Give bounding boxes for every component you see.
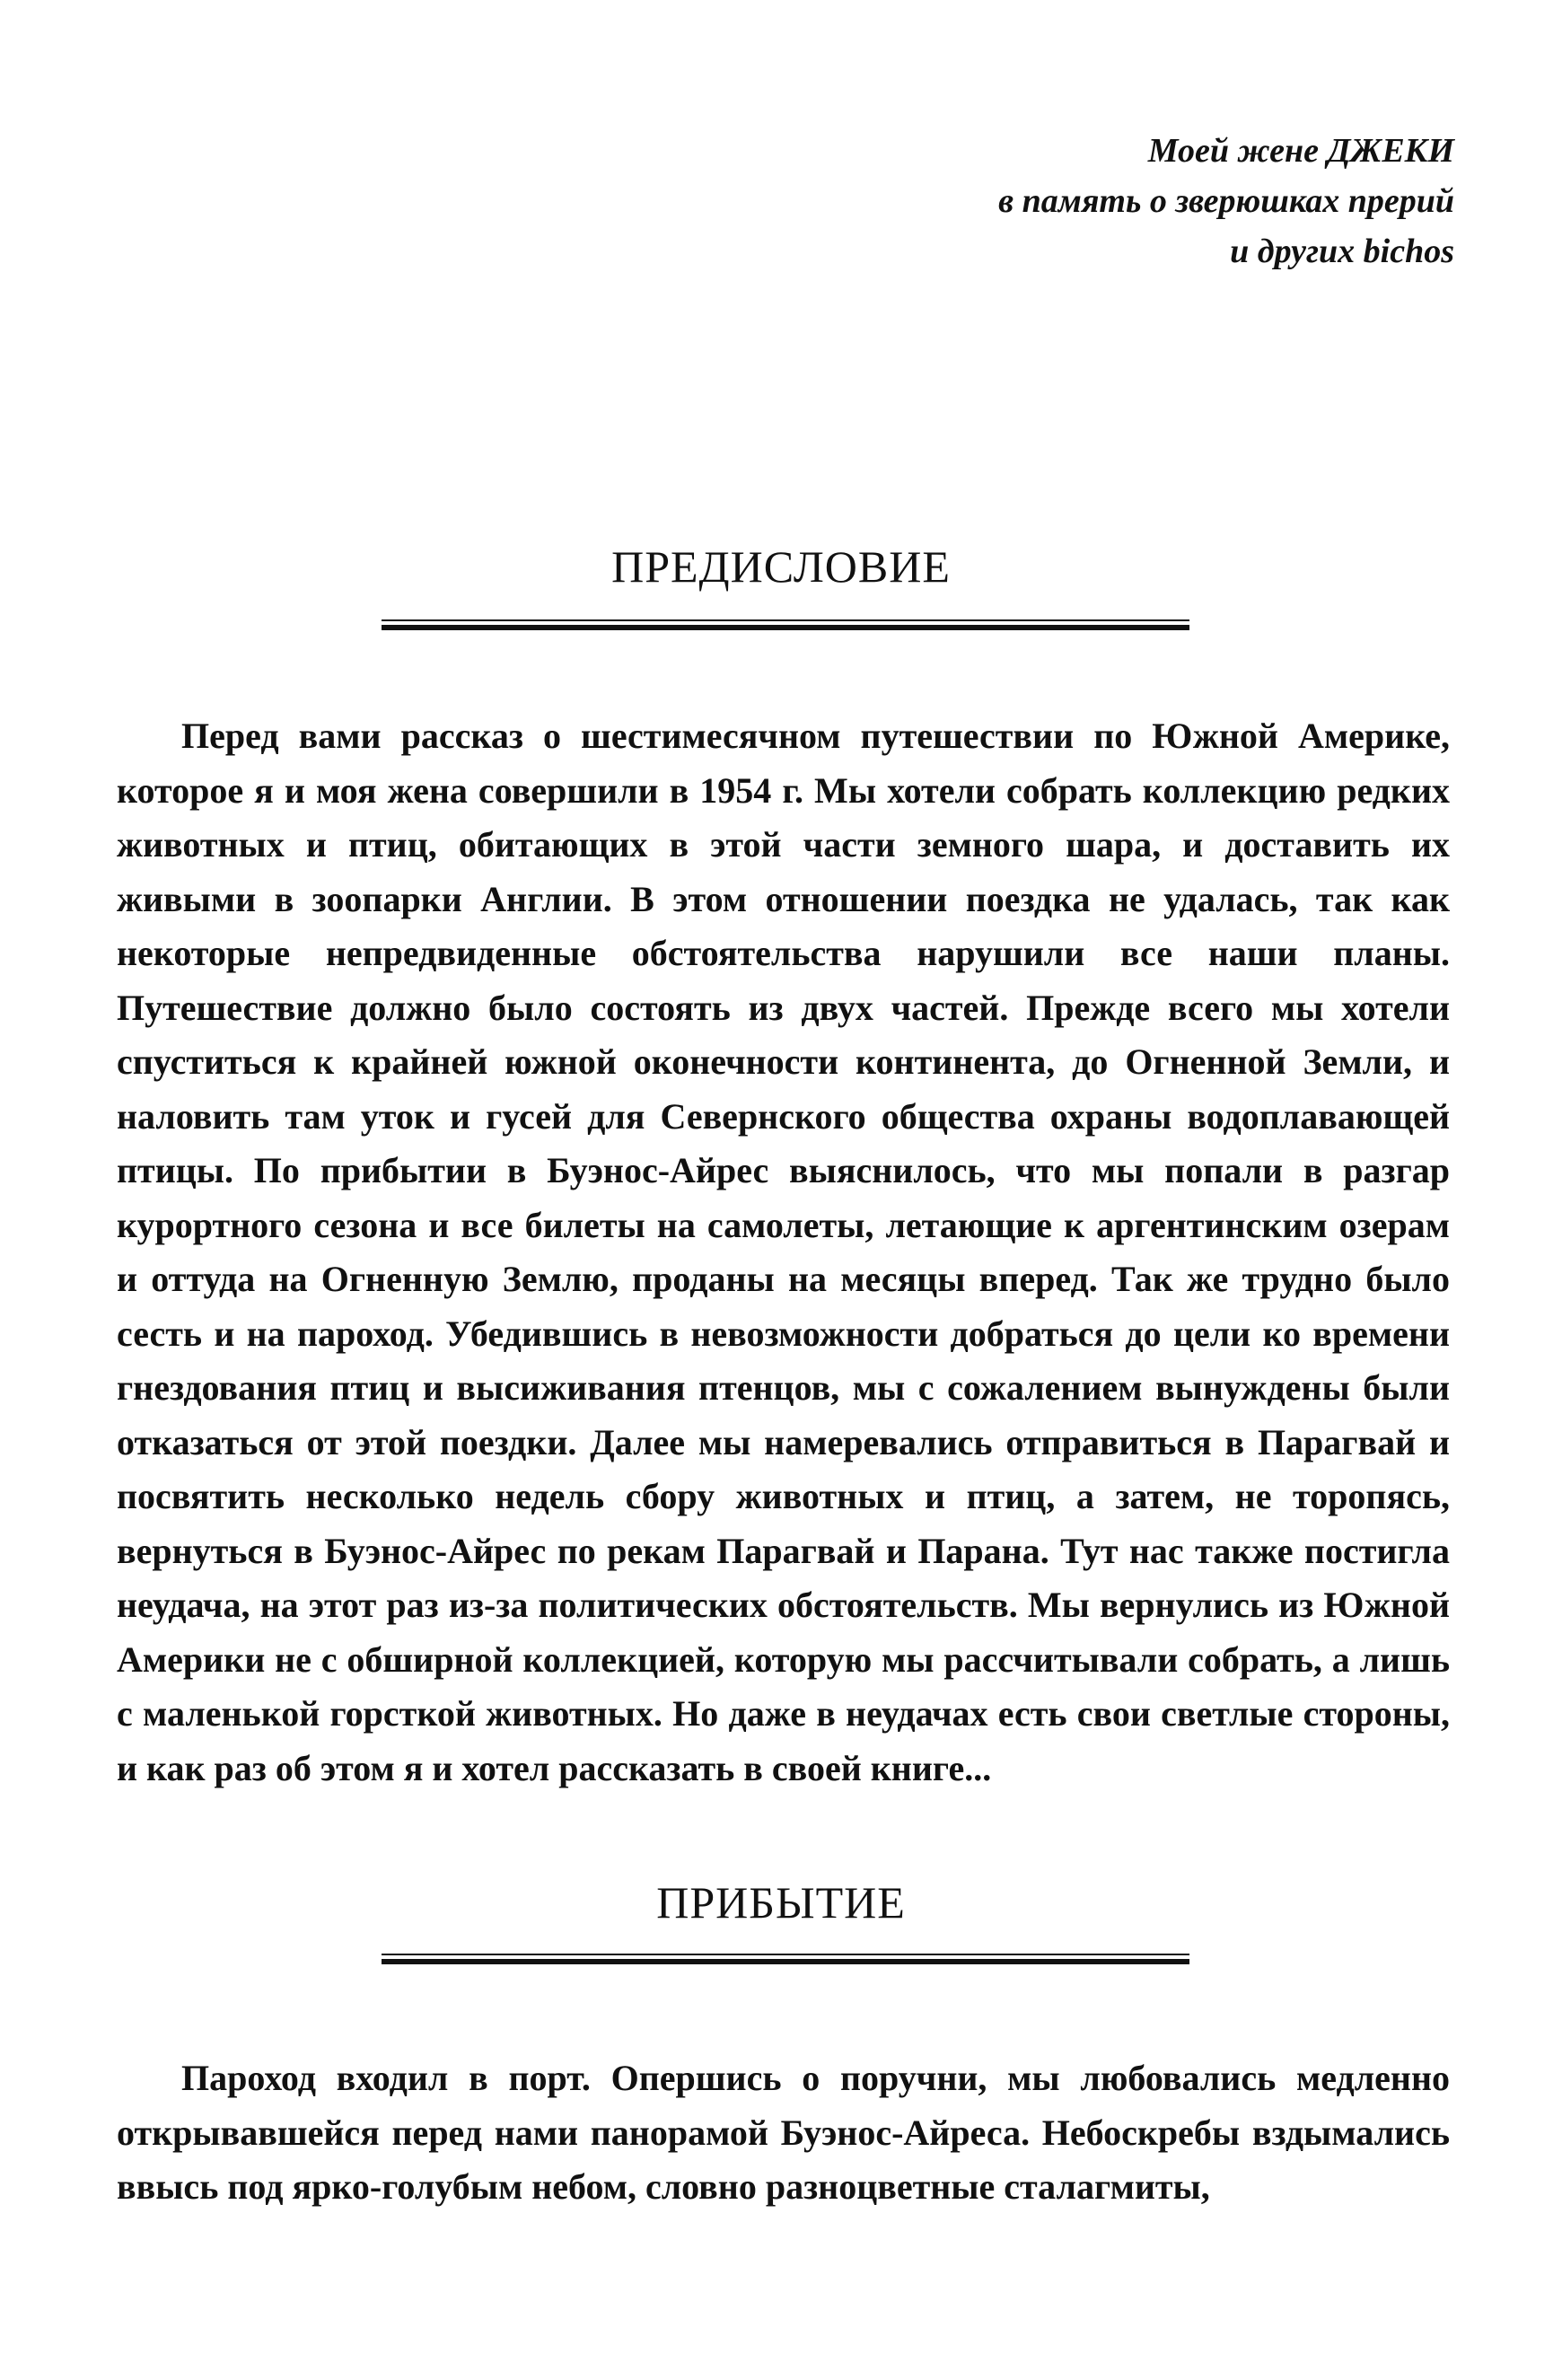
dedication-line-2: в память о зверюшках прерий — [998, 182, 1454, 220]
preface-heading: ПРЕДИСЛОВИЕ — [611, 541, 951, 592]
preface-paragraph — [117, 709, 1450, 1796]
preface-text: Перед вами рассказ о шестимесячном путешествии по Южной Америке, которое я и моя жена совершили в 1954 г. Мы хотели собрать коллекцию редких животных и птиц, обитающих в этой части земного шара, и доставить их живыми в зоопарки Англии. В этом отношении поездка не удалась, так как некоторые непредвиденные обстоятельства нарушили все наши планы. Путешествие должно было состоять из двух частей. Прежде всего мы хотели спуститься к крайней южной оконечности континента, до Огненной Земли, и наловить там уток и гусей для Севернского общества охраны водоплавающей птицы. По прибытии в Буэнос-Айрес выяснилось, что мы попали в разгар курортного сезона и все билеты на самолеты, летающие к аргентинским озерам и оттуда на Огненную Землю, проданы на месяцы вперед. Так же трудно было сесть и на пароход. Убедившись в невозможности добраться до цели ко времени гнездования птиц и высиживания птенцов, мы с сожалением вынуждены были отказаться от этой поездки. Далее мы намеревались отправиться в Парагвай и посвятить несколько недель сбору животных и птиц, а затем, не торопясь, вернуться в Буэнос-Айрес по рекам Парагвай и Парана. Тут нас также постигла неудача, на этот раз из-за политических обстоятельств. Мы вернулись из Южной Америки не с обширной коллекцией, которую мы рассчитывали собрать, а лишь с маленькой горсткой животных. Но даже в неудачах есть свои светлые стороны, и как раз об этом я и хотел рассказать в своей книге... — [117, 716, 1450, 1788]
preface-heading-rule — [382, 619, 1189, 632]
dedication-line-3: и других bichos — [1230, 233, 1454, 270]
arrival-paragraph — [117, 2051, 1450, 2215]
arrival-text: Пароход входил в порт. Опершись о поручни, мы любовались медленно открывавшейся перед нами панорамой Буэнос-Айреса. Небоскребы вздымались ввысь под ярко-голубым небом, словно разноцветные сталагмиты, — [117, 2058, 1450, 2207]
arrival-heading-rule — [382, 1954, 1189, 1966]
arrival-heading: ПРИБЫТИЕ — [656, 1877, 906, 1928]
dedication-line-1: Моей жене ДЖЕКИ — [1147, 132, 1454, 170]
dedication — [998, 126, 1454, 277]
